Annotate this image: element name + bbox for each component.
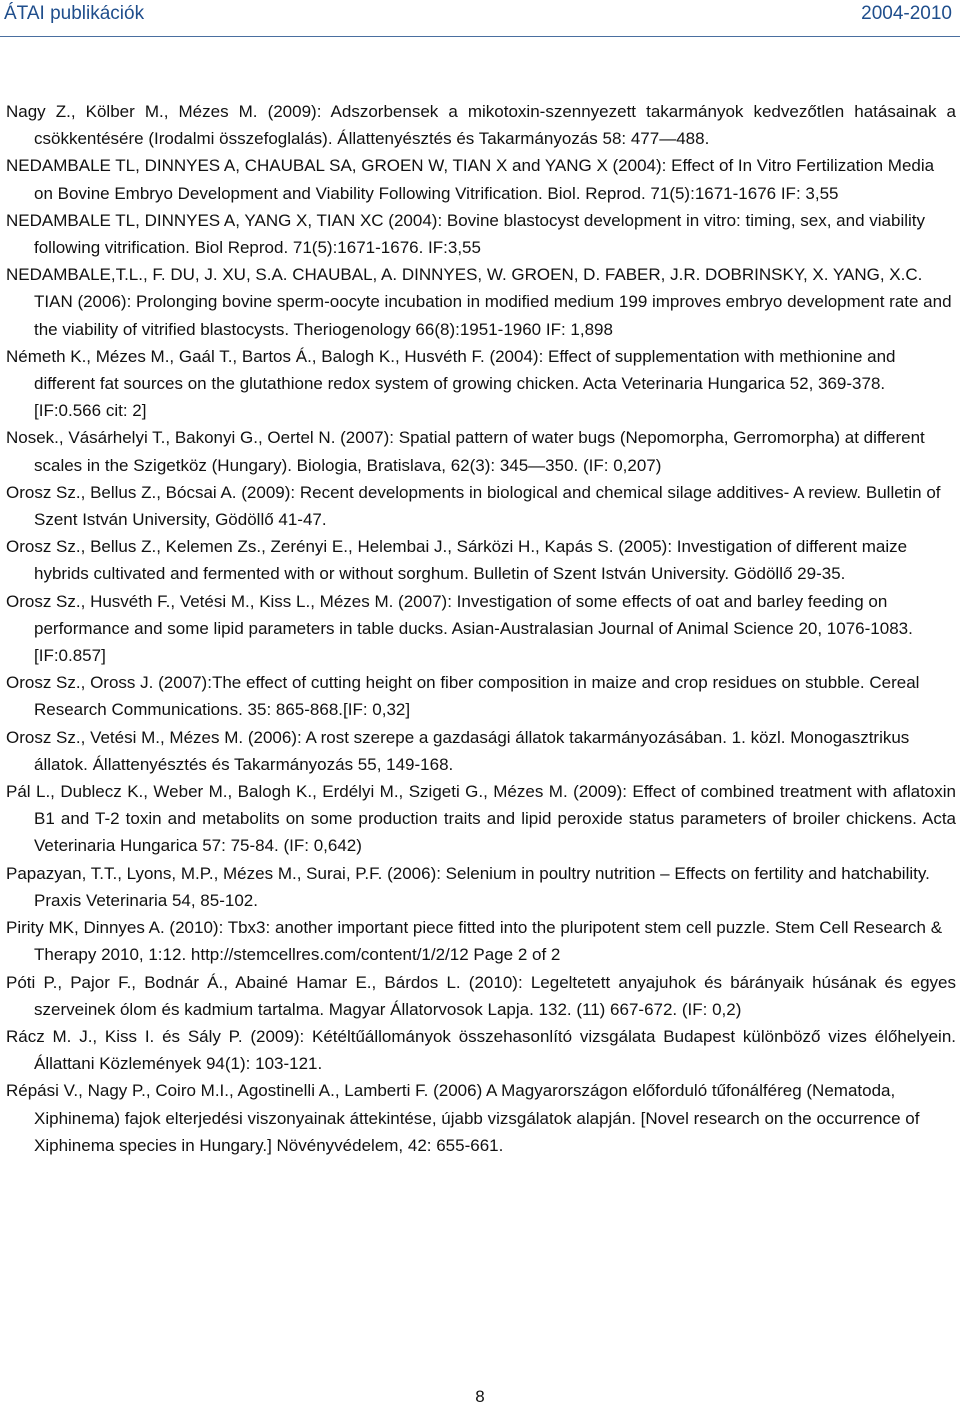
reference-item: NEDAMBALE TL, DINNYES A, CHAUBAL SA, GROEN W, TIAN X and YANG X (2004): Effect of In Vitro Fertilization Media on Bovine Embryo Development and Viability Following Vitrification. Biol. Reprod. 71(5):1671-1676 IF: 3,55 [6, 156, 935, 203]
reference-item: Répási V., Nagy P., Coiro M.I., Agostinelli A., Lamberti F. (2006) A Magyarországon előforduló tűfonálféreg (Nematoda, Xiphinema) fajok elterjedési viszonyainak áttekintése, újabb vizsgálatok alapján. [Novel research on the occurrence of Xiphinema species in Hungary.] Növényvédelem, 42: 655-661. [6, 1081, 920, 1155]
header-title: ÁTAI publikációk [4, 3, 145, 24]
reference-item: Pál L., Dublecz K., Weber M., Balogh K., Erdélyi M., Szigeti G., Mézes M. (2009): Effect of combined treatment with aflatoxin B1 and T-2 toxin and metabolits on some production traits and lipid peroxide status parameters of broiler chickens. Acta Veterinaria Hungarica 57: 75-84. (IF: 0,642) [6, 782, 956, 856]
reference-item: Orosz Sz., Bellus Z., Kelemen Zs., Zerényi E., Helembai J., Sárközi H., Kapás S. (2005): Investigation of different maize hybrids cultivated and fermented with or without sorghum. Bulletin of Szent István University. Gödöllő 29-35. [6, 537, 908, 584]
reference-item: Nosek., Vásárhelyi T., Bakonyi G., Oertel N. (2007): Spatial pattern of water bugs (Nepomorpha, Gerromorpha) at different scales in the Szigetköz (Hungary). Biologia, Bratislava, 62(3): 345—350. (IF: 0,207) [6, 428, 925, 475]
reference-item: NEDAMBALE TL, DINNYES A, YANG X, TIAN XC (2004): Bovine blastocyst development in vitro: timing, sex, and viability following vitrification. Biol Reprod. 71(5):1671-1676. IF:3,55 [6, 210, 926, 258]
reference-item: Orosz Sz., Husvéth F., Vetési M., Kiss L., Mézes M. (2007): Investigation of some effects of oat and barley feeding on performance and some lipid parameters in table ducks. Asian-Australasian Journal of Animal Science 20, 1076-1083. [IF:0.857] [6, 591, 913, 666]
header-date-range: 2004-2010 [861, 3, 952, 24]
reference-item: Németh K., Mézes M., Gaál T., Bartos Á., Balogh K., Husvéth F. (2004): Effect of supplementation with methionine and different fat sources on the glutathione redox system of growing chicken. Acta Veterinaria Hungarica 52, 369-378. [IF:0.566 cit: 2] [6, 346, 896, 421]
reference-item: Papazyan, T.T., Lyons, M.P., Mézes M., Surai, P.F. (2006): Selenium in poultry nutrition – Effects on fertility and hatchability. Praxis Veterinaria 54, 85-102. [6, 863, 930, 910]
reference-item: NEDAMBALE,T.L., F. DU, J. XU, S.A. CHAUBAL, A. DINNYES, W. GROEN, D. FABER, J.R. DOBRINSKY, X. YANG, X.C. TIAN (2006): Prolonging bovine sperm-oocyte incubation in modified medium 199 improves embryo development rate and the viability of vitrified blastocysts. Theriogenology 66(8):1951-1960 IF: 1,898 [6, 265, 952, 339]
page-number: 8 [475, 1387, 485, 1406]
reference-item: Orosz Sz., Vetési M., Mézes M. (2006): A rost szerepe a gazdasági állatok takarmányozásában. 1. közl. Monogasztrikus állatok. Állattenyésztés és Takarmányozás 55, 149-168. [6, 727, 910, 774]
reference-item: Pirity MK, Dinnyes A. (2010): Tbx3: another important piece fitted into the pluripotent stem cell puzzle. Stem Cell Research & Therapy 2010, 1:12. http://stemcellres.com/content/1/2/12 Page 2 of 2 [6, 918, 943, 965]
page-header [0, 0, 960, 37]
reference-item: Orosz Sz., Oross J. (2007):The effect of cutting height on fiber composition in maize and crop residues on stubble. Cereal Research Communications. 35: 865-868.[IF: 0,32] [6, 673, 920, 720]
reference-item: Rácz M. J., Kiss I. és Sály P. (2009): Kétéltűállományok összehasonlító vizsgálata Budapest különböző vizes élőhelyein. Állattani Közlemények 94(1): 103-121. [6, 1026, 956, 1074]
reference-list [6, 98, 956, 1159]
reference-item: Orosz Sz., Bellus Z., Bócsai A. (2009): Recent developments in biological and chemical silage additives- A review. Bulletin of Szent István University, Gödöllő 41-47. [6, 482, 941, 530]
reference-item: Póti P., Pajor F., Bodnár Á., Abainé Hamar E., Bárdos L. (2010): Legeltetett anyajuhok és bárányaik húsának és egyes szerveinek ólom és kadmium tartalma. Magyar Állatorvosok Lapja. 132. (11) 667-672. (IF: 0,2) [6, 972, 956, 1019]
reference-item: Nagy Z., Kölber M., Mézes M. (2009): Adszorbensek a mikotoxin-szennyezett takarmányok kedvezőtlen hatásainak a csökkentésére (Irodalmi összefoglalás). Állattenyésztés és Takarmányozás 58: 477—488. [6, 102, 956, 149]
